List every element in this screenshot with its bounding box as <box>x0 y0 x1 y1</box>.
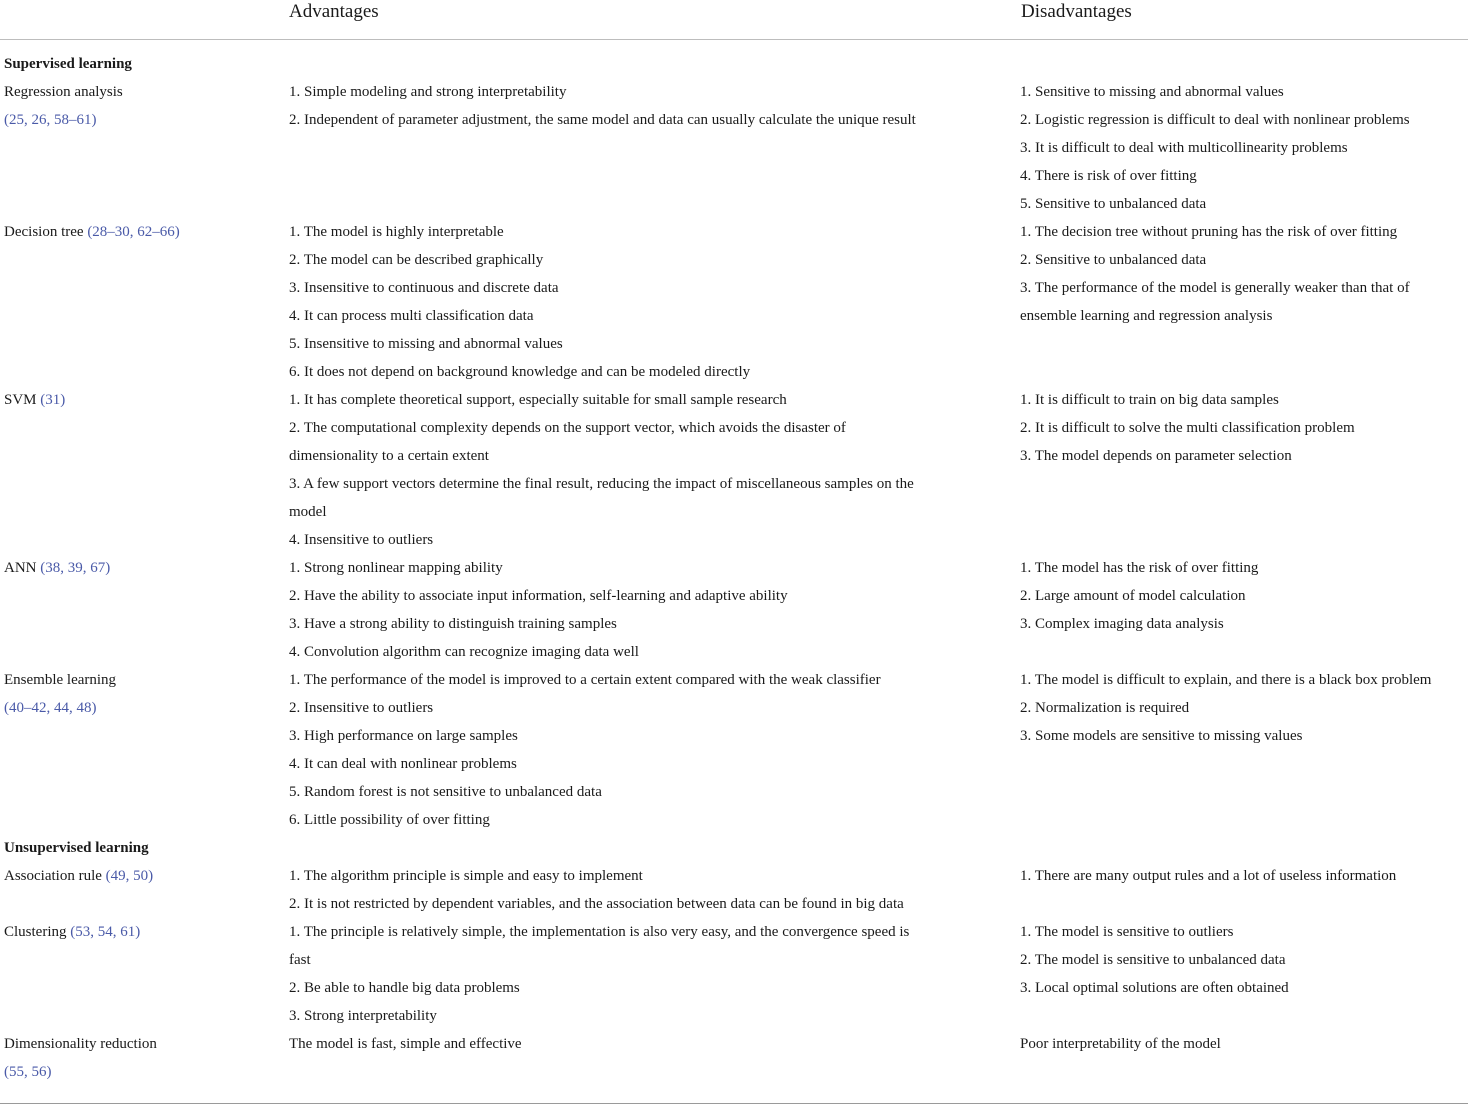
reference-link: (28–30, 62–66) <box>87 224 180 240</box>
method-name: Association rule <box>4 868 106 884</box>
advantage-item: 2. Be able to handle big data problems <box>289 980 520 996</box>
disadvantages-cell <box>1016 1030 1471 1086</box>
advantages-cell <box>285 218 1016 386</box>
advantages-cell <box>285 554 1016 666</box>
advantages-cell <box>285 386 1016 554</box>
advantage-item: 4. Insensitive to outliers <box>289 532 434 548</box>
advantages-cell <box>285 1030 1016 1086</box>
disadvantages-cell <box>1016 554 1471 666</box>
disadvantage-item: Poor interpretability of the model <box>1020 1036 1221 1052</box>
disadvantage-item: 2. Sensitive to unbalanced data <box>1020 252 1207 268</box>
advantage-item: 6. Little possibility of over fitting <box>289 812 490 828</box>
advantage-item: 1. It has complete theoretical support, especially suitable for small sample research <box>289 392 787 408</box>
advantage-item: 3. High performance on large samples <box>289 728 518 744</box>
method-name: SVM <box>4 392 41 408</box>
disadvantage-item: 1. The model has the risk of over fitting <box>1020 560 1259 576</box>
advantage-item: 2. The model can be described graphically <box>289 252 544 268</box>
advantage-item: 3. Insensitive to continuous and discrete data <box>289 280 559 296</box>
advantage-item: 3. Have a strong ability to distinguish training samples <box>289 616 617 632</box>
advantage-item: 6. It does not depend on background knowledge and can be modeled directly <box>289 364 751 380</box>
section-heading: Supervised learning <box>4 56 132 72</box>
disadvantages-header: Disadvantages <box>1021 1 1132 22</box>
disadvantage-item: 5. Sensitive to unbalanced data <box>1020 196 1207 212</box>
advantage-item: 5. Insensitive to missing and abnormal values <box>289 336 563 352</box>
table-row-ensemble-learning <box>0 666 1471 834</box>
method-cell <box>0 918 285 1030</box>
disadvantages-cell <box>1016 666 1471 834</box>
advantage-item: 2. Have the ability to associate input information, self-learning and adaptive ability <box>289 588 788 604</box>
reference-link: (38, 39, 67) <box>40 560 111 576</box>
advantage-item: 2. Independent of parameter adjustment, the same model and data can usually calculate the unique result <box>289 112 916 128</box>
disadvantage-item: 3. It is difficult to deal with multicollinearity problems <box>1020 140 1348 156</box>
method-line <box>4 918 285 946</box>
method-cell <box>0 78 285 218</box>
table-row-svm <box>0 386 1471 554</box>
advantage-item: 1. The model is highly interpretable <box>289 224 504 240</box>
advantages-cell <box>285 918 1016 1030</box>
advantage-item: 4. It can deal with nonlinear problems <box>289 756 517 772</box>
method-name: Regression analysis <box>4 84 123 100</box>
disadvantage-item: 1. The model is difficult to explain, and there is a black box problem <box>1020 672 1432 688</box>
advantage-item: 1. The principle is relatively simple, the implementation is also very easy, and the convergence speed is fast <box>289 924 910 968</box>
disadvantage-item: 2. The model is sensitive to unbalanced data <box>1020 952 1286 968</box>
disadvantage-item: 3. Some models are sensitive to missing values <box>1020 728 1303 744</box>
table-row-dimensionality-reduction <box>0 1030 1471 1086</box>
disadvantage-item: 4. There is risk of over fitting <box>1020 168 1197 184</box>
table-row-clustering <box>0 918 1471 1030</box>
method-name: Ensemble learning <box>4 672 117 688</box>
table-row-association-rule <box>0 862 1471 918</box>
reference-link: (31) <box>40 392 66 408</box>
disadvantage-item: 2. Large amount of model calculation <box>1020 588 1246 604</box>
disadvantage-item: 1. There are many output rules and a lot of useless information <box>1020 868 1397 884</box>
advantage-item: 2. It is not restricted by dependent variables, and the association between data can be found in big data <box>289 896 904 912</box>
method-line <box>4 694 285 722</box>
disadvantages-cell <box>1016 862 1471 918</box>
method-cell <box>0 218 285 386</box>
reference-link: (55, 56) <box>4 1064 52 1080</box>
advantages-cell <box>285 862 1016 918</box>
table-body <box>0 50 1471 1086</box>
advantage-item: 1. Strong nonlinear mapping ability <box>289 560 503 576</box>
method-cell <box>0 386 285 554</box>
method-cell <box>0 1030 285 1086</box>
disadvantages-cell <box>1016 218 1471 386</box>
disadvantages-cell <box>1016 78 1471 218</box>
method-line <box>4 1030 285 1058</box>
disadvantages-cell <box>1016 918 1471 1030</box>
method-line <box>4 106 285 134</box>
advantage-item: 2. Insensitive to outliers <box>289 700 434 716</box>
disadvantage-item: 2. Normalization is required <box>1020 700 1190 716</box>
disadvantage-item: 1. Sensitive to missing and abnormal values <box>1020 84 1284 100</box>
advantage-item: 3. A few support vectors determine the final result, reducing the impact of miscellaneous samples on the model <box>289 476 914 520</box>
disadvantage-item: 2. Logistic regression is difficult to deal with nonlinear problems <box>1020 112 1410 128</box>
reference-link: (53, 54, 61) <box>70 924 141 940</box>
advantage-item: The model is fast, simple and effective <box>289 1036 522 1052</box>
advantages-cell <box>285 78 1016 218</box>
table-row-regression-analysis <box>0 78 1471 218</box>
disadvantage-item: 1. The model is sensitive to outliers <box>1020 924 1234 940</box>
method-line <box>4 666 285 694</box>
reference-link: (40–42, 44, 48) <box>4 700 97 716</box>
method-cell <box>0 862 285 918</box>
method-line <box>4 386 285 414</box>
disadvantages-cell <box>1016 386 1471 554</box>
disadvantage-item: 1. The decision tree without pruning has the risk of over fitting <box>1020 224 1398 240</box>
method-cell <box>0 554 285 666</box>
method-line <box>4 218 285 246</box>
reference-link: (49, 50) <box>105 868 154 884</box>
advantage-item: 1. The performance of the model is improved to a certain extent compared with the weak classifier <box>289 672 881 688</box>
disadvantage-item: 3. Local optimal solutions are often obtained <box>1020 980 1289 996</box>
advantage-item: 2. The computational complexity depends on the support vector, which avoids the disaster of dimensionality to a certain extent <box>289 420 846 464</box>
disadvantage-item: 3. The performance of the model is generally weaker than that of ensemble learning and regression analysis <box>1020 280 1410 324</box>
method-name: Decision tree <box>4 224 88 240</box>
method-name: Dimensionality reduction <box>4 1036 157 1052</box>
advantage-item: 4. Convolution algorithm can recognize imaging data well <box>289 644 639 660</box>
advantage-item: 1. Simple modeling and strong interpretability <box>289 84 567 100</box>
advantages-header: Advantages <box>289 1 379 22</box>
header-rule <box>0 39 1468 40</box>
method-name: Clustering <box>4 924 71 940</box>
disadvantage-item: 1. It is difficult to train on big data samples <box>1020 392 1279 408</box>
advantage-item: 3. Strong interpretability <box>289 1008 437 1024</box>
method-line <box>4 554 285 582</box>
advantage-item: 1. The algorithm principle is simple and easy to implement <box>289 868 643 884</box>
section-heading: Unsupervised learning <box>4 840 149 856</box>
method-name: ANN <box>4 560 41 576</box>
advantage-item: 4. It can process multi classification data <box>289 308 534 324</box>
advantages-cell <box>285 666 1016 834</box>
advantage-item: 5. Random forest is not sensitive to unbalanced data <box>289 784 602 800</box>
method-line <box>4 862 285 890</box>
method-line <box>4 1058 285 1086</box>
table-row-decision-tree <box>0 218 1471 386</box>
method-line <box>4 78 285 106</box>
bottom-rule <box>0 1103 1468 1104</box>
disadvantage-item: 2. It is difficult to solve the multi classification problem <box>1020 420 1355 436</box>
method-cell <box>0 666 285 834</box>
disadvantage-item: 3. Complex imaging data analysis <box>1020 616 1224 632</box>
disadvantage-item: 3. The model depends on parameter selection <box>1020 448 1292 464</box>
table-row-ann <box>0 554 1471 666</box>
reference-link: (25, 26, 58–61) <box>4 112 97 128</box>
